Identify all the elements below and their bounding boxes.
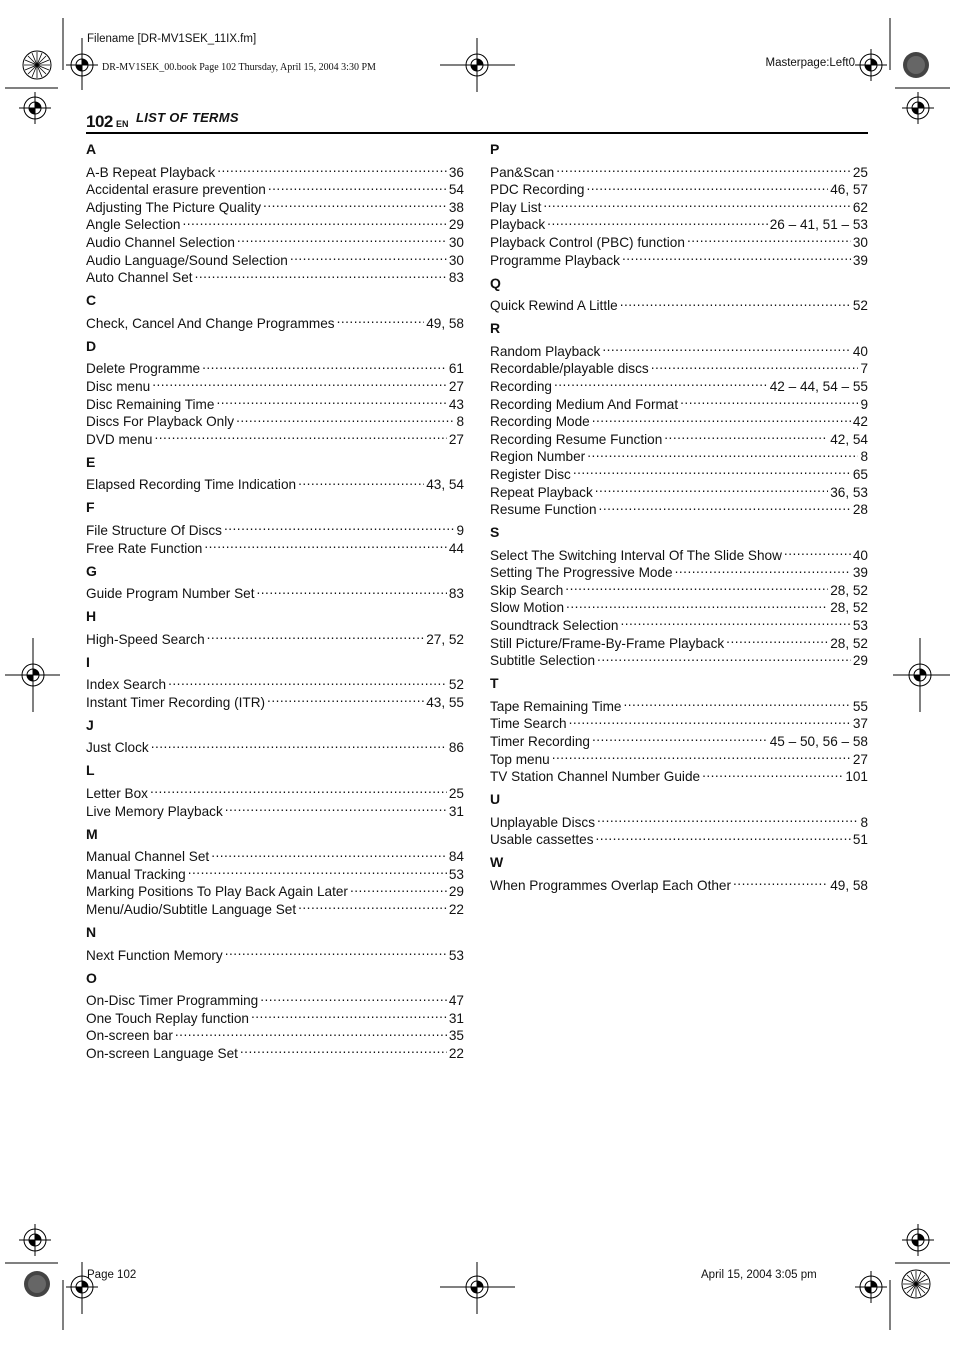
entry-term: Playback Control (PBC) function (490, 234, 685, 250)
entry-term: Register Disc (490, 466, 571, 482)
entry-term: Recordable/playable discs (490, 361, 649, 377)
entry-term: Delete Programme (86, 361, 201, 377)
dot-leader (586, 177, 828, 195)
dot-leader (664, 426, 828, 444)
dot-leader (350, 879, 447, 897)
entry-term: Pan&Scan (490, 164, 555, 180)
entry-term: Still Picture/Frame-By-Frame Playback (490, 635, 725, 651)
section-letter: O (86, 969, 97, 986)
entry-term: Random Playback (490, 343, 601, 359)
dot-leader (733, 872, 828, 890)
section-letter: T (490, 675, 499, 692)
entry-term: File Structure Of Discs (86, 522, 222, 538)
index-entry (490, 809, 868, 830)
dot-leader (565, 577, 828, 595)
entry-term: Soundtrack Selection (490, 618, 619, 634)
entry-pages: 27 (852, 751, 868, 767)
section-letter: I (86, 653, 90, 670)
dot-leader (337, 310, 425, 328)
entry-term: Top menu (490, 751, 550, 767)
section-letter: A (86, 141, 97, 157)
entry-term: On-screen Language Set (86, 1046, 238, 1061)
dot-leader (263, 194, 447, 212)
dot-leader (552, 746, 851, 764)
index-entry (86, 780, 464, 802)
entry-term: PDC Recording (490, 182, 585, 198)
index-section (490, 140, 868, 268)
entry-term: Just Clock (86, 740, 149, 756)
entry-term: Check, Cancel And Change Programmes (86, 315, 335, 331)
entry-term: Resume Function (490, 502, 597, 518)
dot-leader (680, 391, 858, 409)
entry-pages: 8 (456, 414, 464, 430)
dot-leader (592, 728, 768, 746)
entry-term: Programme Playback (490, 252, 620, 268)
entry-term: Slow Motion (490, 600, 565, 616)
dot-leader (225, 798, 447, 816)
entry-term: On-screen bar (86, 1028, 173, 1044)
entry-pages: 40 (852, 547, 868, 563)
index-entry (490, 542, 868, 563)
entry-term: Repeat Playback (490, 484, 593, 500)
entry-pages: 25 (852, 164, 868, 180)
index-section (86, 140, 464, 286)
dot-leader (251, 1005, 447, 1023)
dot-leader (702, 764, 843, 782)
index-column-left (86, 140, 464, 1061)
dot-leader (597, 809, 858, 827)
entry-pages: 37 (852, 716, 868, 732)
index-entry (490, 693, 868, 714)
entry-pages: 28 (852, 502, 868, 518)
section-letter: J (86, 716, 94, 733)
dot-leader (556, 159, 851, 177)
entry-term: Time Search (490, 716, 567, 732)
entry-term: Marking Positions To Play Back Again Later (86, 884, 348, 900)
dot-leader (175, 1023, 447, 1041)
index-section (86, 716, 464, 756)
entry-term: A-B Repeat Playback (86, 164, 216, 180)
entry-pages: 43, 55 (426, 694, 464, 710)
dot-leader (207, 626, 425, 644)
dot-leader (260, 988, 447, 1006)
section-letter: P (490, 141, 500, 157)
page-header (86, 110, 868, 134)
entry-pages: 9 (860, 396, 868, 412)
section-letter: S (490, 524, 500, 541)
index-entry (86, 310, 464, 331)
entry-term: Subtitle Selection (490, 653, 596, 669)
entry-term: Live Memory Playback (86, 803, 223, 819)
dot-leader (268, 177, 447, 195)
entry-pages: 38 (448, 199, 464, 215)
dot-leader (216, 391, 446, 409)
entry-term: Region Number (490, 449, 586, 465)
entry-term: Recording Mode (490, 414, 590, 430)
index-entry (86, 988, 464, 1009)
entry-term: Guide Program Number Set (86, 586, 255, 602)
dot-leader (547, 212, 768, 230)
entry-term: Audio Language/Sound Selection (86, 252, 288, 268)
section-letter: N (86, 924, 97, 941)
entry-pages: 55 (852, 698, 868, 714)
dot-leader (151, 735, 447, 753)
dot-leader (573, 461, 851, 479)
entry-term: Play List (490, 199, 542, 215)
entry-pages: 47 (448, 993, 464, 1009)
dot-leader (602, 338, 851, 356)
section-letter: E (86, 453, 96, 470)
entry-pages: 31 (448, 1010, 464, 1026)
entry-pages: 52 (852, 298, 868, 314)
index-section (86, 498, 464, 556)
entry-term: Recording (490, 378, 552, 394)
entry-pages: 45 – 50, 56 – 58 (769, 734, 868, 750)
dot-leader (620, 293, 851, 311)
entry-term: Audio Channel Selection (86, 234, 235, 250)
section-letter: L (86, 762, 95, 779)
dot-leader (651, 356, 859, 374)
dot-leader (623, 693, 850, 711)
entry-term: Disc menu (86, 378, 151, 394)
index-entry (86, 735, 464, 756)
section-letter: D (86, 337, 97, 354)
section-letter: R (490, 320, 501, 337)
entry-pages: 86 (448, 740, 464, 756)
entry-pages: 9 (456, 522, 464, 538)
entry-pages: 43 (448, 396, 464, 412)
entry-pages: 30 (448, 234, 464, 250)
entry-term: Angle Selection (86, 217, 181, 233)
index-section (86, 291, 464, 331)
entry-term: Accidental erasure prevention (86, 182, 266, 198)
dot-leader (543, 194, 851, 212)
dot-leader (569, 711, 851, 729)
entry-pages: 29 (852, 653, 868, 669)
entry-pages: 22 (448, 902, 464, 918)
entry-term: Index Search (86, 677, 167, 693)
entry-pages: 53 (448, 866, 464, 882)
dot-leader (587, 444, 858, 462)
index-entry (86, 472, 464, 493)
entry-term: Playback (490, 217, 546, 233)
entry-pages: 42 – 44, 54 – 55 (769, 378, 868, 394)
entry-term: Usable cassettes (490, 832, 594, 848)
dot-leader (597, 648, 851, 666)
entry-pages: 29 (448, 884, 464, 900)
dot-leader (240, 1040, 447, 1058)
entry-pages: 61 (448, 361, 464, 377)
entry-term: Free Rate Function (86, 540, 203, 556)
index-section (86, 653, 464, 710)
index-section (490, 319, 868, 518)
index-entry (86, 159, 464, 180)
entry-pages: 36 (448, 164, 464, 180)
index-section (490, 274, 868, 314)
entry-term: Select The Switching Interval Of The Slide Show (490, 547, 782, 563)
entry-term: Menu/Audio/Subtitle Language Set (86, 902, 297, 918)
entry-term: When Programmes Overlap Each Other (490, 878, 732, 893)
entry-pages: 101 (845, 769, 868, 785)
dot-leader (554, 373, 768, 391)
index-entry (86, 626, 464, 647)
index-section (490, 790, 868, 848)
dot-leader (620, 612, 850, 630)
index-section (86, 453, 464, 493)
index-entry (490, 293, 868, 314)
index-section (86, 969, 464, 1061)
entry-term: Quick Rewind A Little (490, 298, 618, 314)
dot-leader (592, 409, 851, 427)
dot-leader (225, 942, 447, 960)
entry-pages: 28, 52 (830, 582, 868, 598)
dot-leader (687, 229, 851, 247)
section-letter: Q (490, 274, 501, 291)
entry-term: Manual Channel Set (86, 849, 210, 865)
entry-pages: 42, 54 (830, 431, 868, 447)
entry-pages: 62 (852, 199, 868, 215)
entry-pages: 31 (448, 803, 464, 819)
entry-pages: 28, 52 (830, 600, 868, 616)
page-number: 102 (86, 112, 113, 131)
section-letter: C (86, 292, 97, 309)
dot-leader (256, 581, 446, 599)
entry-term: Auto Channel Set (86, 270, 193, 286)
entry-term: Manual Tracking (86, 866, 186, 882)
dot-leader (236, 409, 454, 427)
index-entry (490, 194, 868, 215)
entry-term: Recording Medium And Format (490, 396, 679, 412)
index-section (490, 523, 868, 669)
index-section (490, 853, 868, 893)
dot-leader (622, 247, 851, 265)
dot-leader (211, 844, 447, 862)
book-info-line: DR-MV1SEK_00.book Page 102 Thursday, April 15, 2004 3:30 PM (102, 62, 376, 73)
section-letter: F (86, 499, 95, 516)
index-section (86, 607, 464, 647)
entry-pages: 39 (852, 565, 868, 581)
index-section (86, 761, 464, 819)
entry-term: Disc Remaining Time (86, 396, 215, 412)
section-letter: G (86, 562, 97, 579)
index-entry (86, 581, 464, 602)
entry-term: Recording Resume Function (490, 431, 663, 447)
entry-pages: 30 (852, 234, 868, 250)
entry-pages: 8 (860, 449, 868, 465)
entry-term: Instant Timer Recording (ITR) (86, 694, 266, 710)
section-letter: W (490, 854, 504, 871)
entry-term: Letter Box (86, 786, 148, 802)
entry-term: Skip Search (490, 582, 564, 598)
index-section (490, 674, 868, 785)
dot-leader (188, 861, 447, 879)
entry-term: Tape Remaining Time (490, 698, 622, 714)
index-section (86, 562, 464, 602)
entry-pages: 51 (852, 832, 868, 848)
dot-leader (202, 356, 447, 374)
index-entry (86, 517, 464, 538)
dot-leader (726, 630, 828, 648)
entry-term: Setting The Progressive Mode (490, 565, 673, 581)
entry-pages: 83 (448, 270, 464, 286)
entry-pages: 42 (852, 414, 868, 430)
entry-pages: 27 (448, 431, 464, 447)
index-entry (490, 338, 868, 359)
index-entry (490, 229, 868, 250)
entry-pages: 25 (448, 786, 464, 802)
entry-pages: 84 (448, 849, 464, 865)
dot-leader (675, 560, 851, 578)
dot-leader (150, 780, 447, 798)
entry-term: TV Station Channel Number Guide (490, 769, 701, 785)
section-letter: U (490, 791, 501, 808)
language-code: EN (116, 119, 129, 129)
section-letter: H (86, 608, 97, 625)
index-entry (490, 159, 868, 180)
index-entry (86, 844, 464, 865)
entry-pages: 22 (448, 1046, 464, 1061)
page-title: LIST OF TERMS (136, 110, 239, 125)
footer-date-label: April 15, 2004 3:05 pm (701, 1269, 817, 1281)
entry-pages: 35 (448, 1028, 464, 1044)
entry-pages: 53 (852, 618, 868, 634)
entry-term: Discs For Playback Only (86, 414, 235, 430)
entry-pages: 7 (860, 361, 868, 377)
dot-leader (152, 373, 447, 391)
index-entry (86, 356, 464, 377)
entry-pages: 43, 54 (426, 477, 464, 493)
index-column-right (490, 140, 868, 893)
index-entry (490, 212, 868, 233)
index-section (86, 825, 464, 918)
entry-pages: 49, 58 (830, 878, 868, 893)
entry-term: High-Speed Search (86, 631, 205, 647)
entry-pages: 65 (852, 466, 868, 482)
filename-label: Filename [DR-MV1SEK_11IX.fm] (87, 33, 257, 45)
index-entry (86, 942, 464, 963)
footer-page-label: Page 102 (87, 1269, 137, 1281)
dot-leader (298, 472, 424, 490)
dot-leader (168, 672, 447, 690)
masterpage-label: Masterpage:Left0 (765, 57, 855, 69)
dot-leader (237, 229, 447, 247)
index-section (86, 337, 464, 447)
entry-term: Elapsed Recording Time Indication (86, 477, 297, 493)
entry-pages: 83 (448, 586, 464, 602)
dot-leader (595, 479, 828, 497)
entry-pages: 28, 52 (830, 635, 868, 651)
dot-leader (566, 595, 828, 613)
entry-pages: 40 (852, 343, 868, 359)
entry-pages: 29 (448, 217, 464, 233)
dot-leader (599, 497, 851, 515)
dot-leader (224, 517, 454, 535)
entry-term: On-Disc Timer Programming (86, 993, 259, 1009)
entry-pages: 27 (448, 378, 464, 394)
entry-pages: 39 (852, 252, 868, 268)
entry-term: One Touch Replay function (86, 1010, 249, 1026)
entry-term: Next Function Memory (86, 947, 223, 963)
index-section (86, 923, 464, 963)
index-entry (490, 872, 868, 893)
entry-pages: 53 (448, 947, 464, 963)
entry-pages: 26 – 41, 51 – 53 (769, 217, 868, 233)
entry-term: Adjusting The Picture Quality (86, 199, 262, 215)
dot-leader (204, 535, 447, 553)
entry-pages: 30 (448, 252, 464, 268)
index-entry (86, 672, 464, 693)
dot-leader (217, 159, 447, 177)
entry-pages: 36, 53 (830, 484, 868, 500)
entry-pages: 46, 57 (830, 182, 868, 198)
dot-leader (290, 247, 447, 265)
entry-pages: 54 (448, 182, 464, 198)
dot-leader (182, 212, 446, 230)
dot-leader (298, 896, 447, 914)
dot-leader (596, 827, 851, 845)
entry-pages: 8 (860, 814, 868, 830)
entry-term: Unplayable Discs (490, 814, 596, 830)
entry-pages: 52 (448, 677, 464, 693)
section-letter: M (86, 825, 98, 842)
dot-leader (267, 689, 424, 707)
dot-leader (154, 426, 446, 444)
entry-term: Timer Recording (490, 734, 590, 750)
entry-term: DVD menu (86, 431, 153, 447)
entry-pages: 27, 52 (426, 631, 464, 647)
entry-pages: 44 (448, 540, 464, 556)
dot-leader (784, 542, 851, 560)
dot-leader (195, 265, 447, 283)
entry-pages: 49, 58 (426, 315, 464, 331)
